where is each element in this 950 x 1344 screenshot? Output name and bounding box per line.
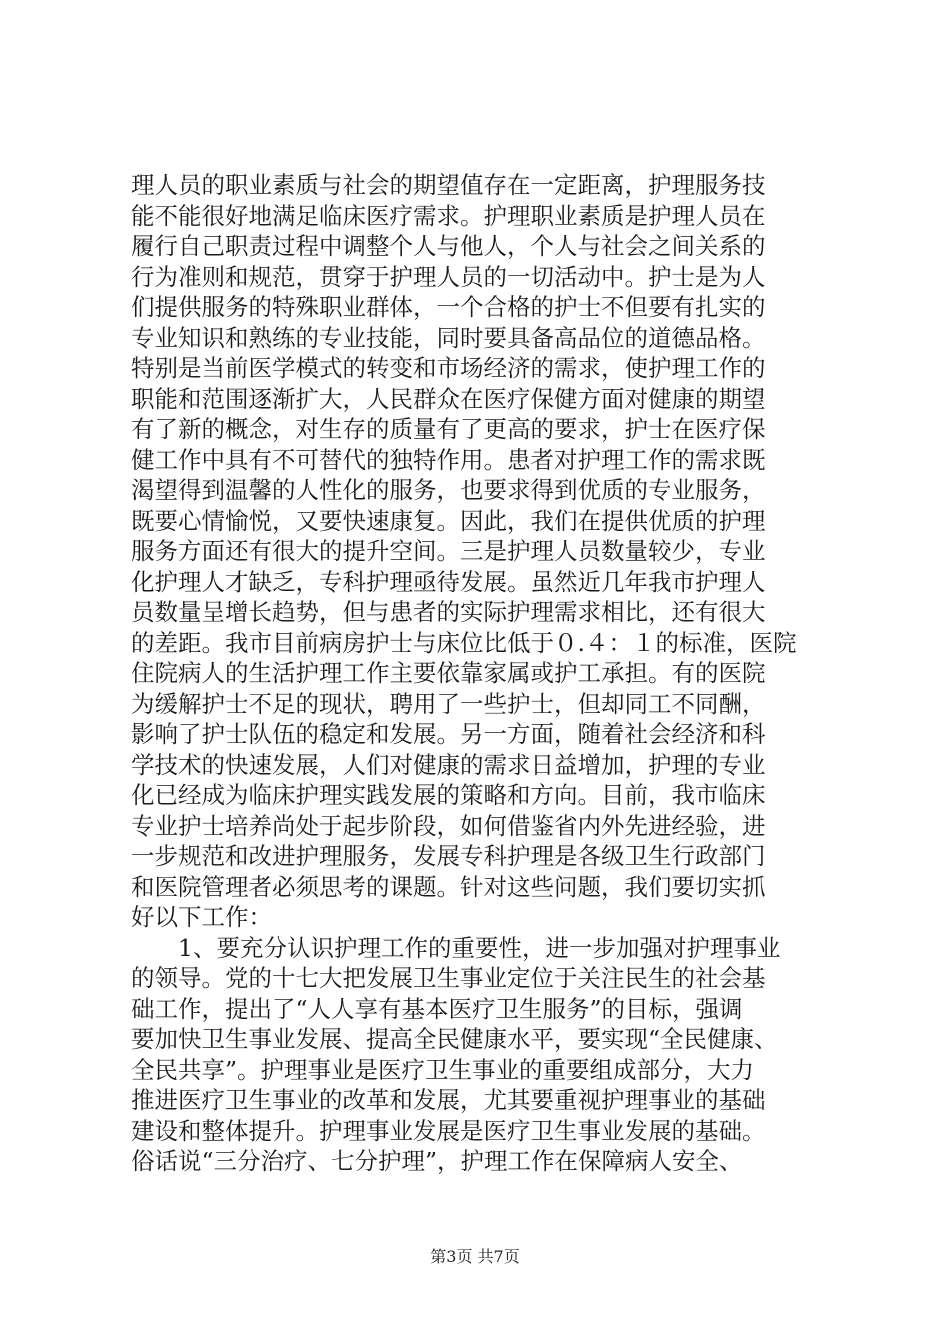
paragraph-start-line: 1、要充分认识护理工作的重要性，进一步加强对护理事业	[178, 933, 781, 962]
text-line: 化已经成为临床护理实践发展的策略和方向。目前，我市临床	[131, 781, 766, 809]
text-line: 理人员的职业素质与社会的期望值存在一定距离，护理服务技	[131, 171, 766, 199]
text-line: 全民共享”。护理事业是医疗卫生事业的重要组成部分，大力	[131, 1055, 755, 1084]
text-line: 影响了护士队伍的稳定和发展。另一方面，随着社会经济和科	[131, 720, 766, 748]
text-line: 能不能很好地满足临床医疗需求。护理职业素质是护理人员在	[131, 201, 766, 230]
text-line: 的领导。党的十七大把发展卫生事业定位于关注民生的社会基	[131, 964, 766, 992]
text-line: 学技术的快速发展，人们对健康的需求日益增加，护理的专业	[131, 750, 766, 779]
text-line: 和医院管理者必须思考的课题。针对这些问题，我们要切实抓	[131, 872, 766, 901]
text-line: 员数量呈增长趋势，但与患者的实际护理需求相比，还有很大	[131, 598, 766, 626]
text-line: 既要心情愉悦，又要快速康复。因此，我们在提供优质的护理	[131, 506, 766, 535]
text-line: 好以下工作：	[131, 903, 272, 931]
text-line: 职能和范围逐渐扩大，人民群众在医疗保健方面对健康的期望	[131, 384, 766, 413]
text-line: 础工作，提出了“人人享有基本医疗卫生服务”的目标，强调	[131, 994, 743, 1023]
text-line: 行为准则和规范，贯穿于护理人员的一切活动中。护士是为人	[131, 262, 766, 291]
text-line: 履行自己职责过程中调整个人与他人，个人与社会之间关系的	[131, 232, 766, 260]
text-line: 的差距。我市目前病房护士与床位比低于０.４：１的标准，医院	[131, 628, 797, 657]
text-line: 健工作中具有不可替代的独特作用。患者对护理工作的需求既	[131, 445, 766, 474]
text-line: 渴望得到温馨的人性化的服务，也要求得到优质的专业服务，	[131, 476, 766, 504]
text-line: 一步规范和改进护理服务，发展专科护理是各级卫生行政部门	[131, 842, 766, 870]
text-line: 俗话说“三分治疗、七分护理”，护理工作在保障病人安全、	[131, 1147, 743, 1175]
text-line: 特别是当前医学模式的转变和市场经济的需求，使护理工作的	[131, 354, 766, 382]
text-line: 们提供服务的特殊职业群体，一个合格的护士不但要有扎实的	[131, 293, 766, 321]
text-line: 有了新的概念，对生存的质量有了更高的要求，护士在医疗保	[131, 415, 766, 443]
text-line: 住院病人的生活护理工作主要依靠家属或护工承担。有的医院	[131, 659, 766, 687]
text-line: 专业知识和熟练的专业技能，同时要具备高品位的道德品格。	[131, 323, 766, 352]
text-line: 推进医疗卫生事业的改革和发展，尤其要重视护理事业的基础	[131, 1086, 766, 1114]
text-line: 服务方面还有很大的提升空间。三是护理人员数量较少，专业	[131, 537, 766, 565]
body-text	[131, 170, 831, 1177]
text-line: 要加快卫生事业发展、提高全民健康水平，要实现“全民健康、	[131, 1025, 778, 1053]
page-number-footer: 第3页 共7页	[430, 1247, 520, 1266]
text-line: 化护理人才缺乏，专科护理亟待发展。虽然近几年我市护理人	[131, 567, 766, 596]
text-line: 专业护士培养尚处于起步阶段，如何借鉴省内外先进经验，进	[131, 811, 766, 840]
text-line: 建设和整体提升。护理事业发展是医疗卫生事业发展的基础。	[131, 1116, 766, 1145]
text-line: 为缓解护士不足的现状，聘用了一些护士，但却同工不同酬，	[131, 689, 766, 718]
